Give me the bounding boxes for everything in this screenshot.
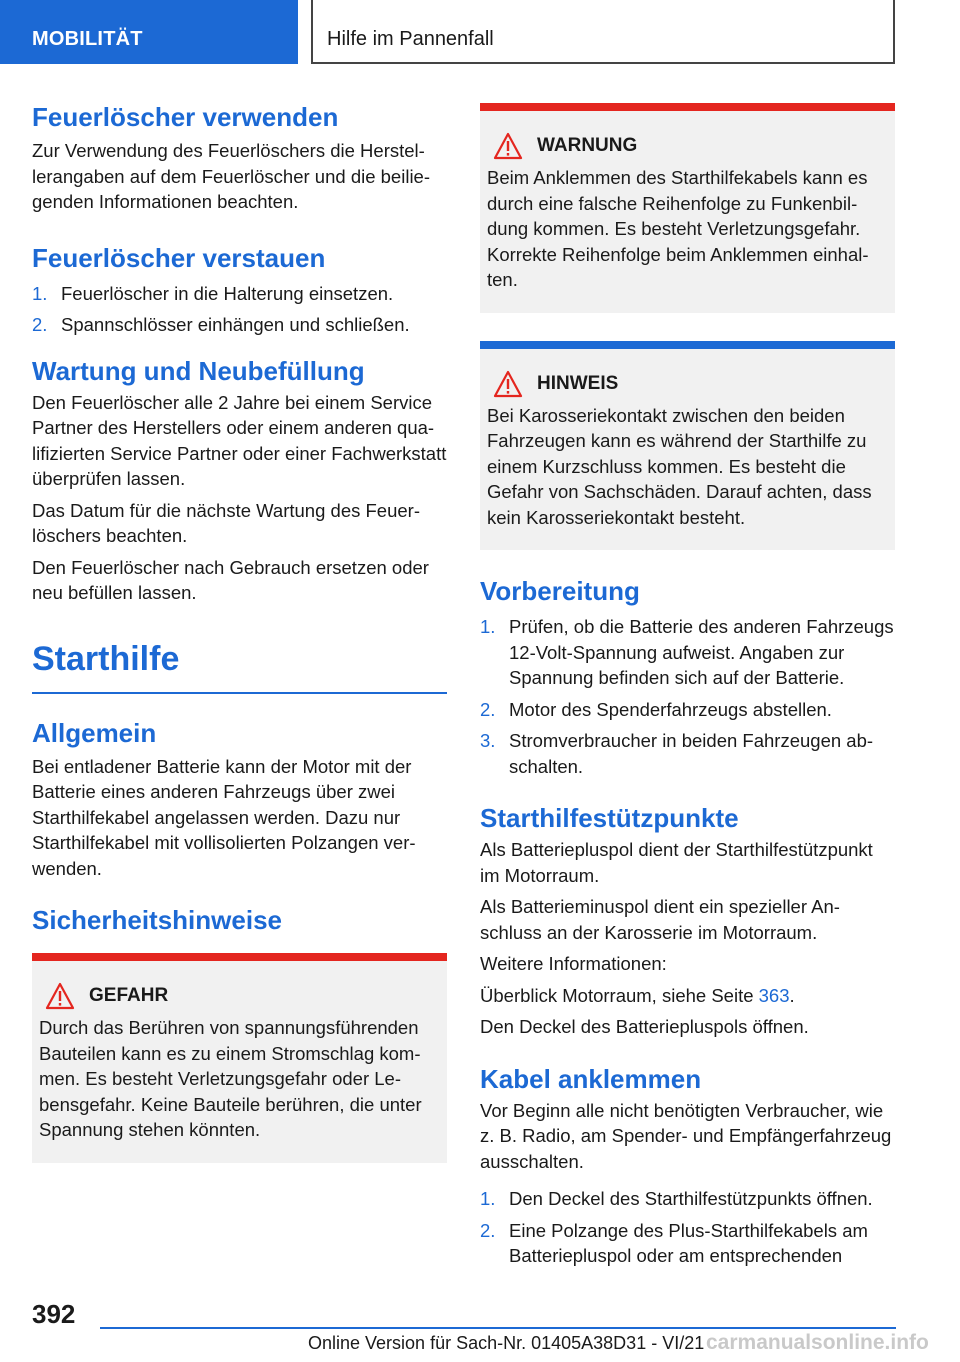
paragraph: Den Deckel des Batteriepluspols öffnen. xyxy=(480,1016,809,1037)
section-title-starthilfestuetzpunkte: Starthilfestützpunkte xyxy=(480,803,739,833)
step-text: Motor des Spenderfahrzeugs abstellen. xyxy=(509,698,832,720)
step-number: 1. xyxy=(480,1188,496,1209)
section-title-vorbereitung: Vorbereitung xyxy=(480,576,640,606)
paragraph: Als Batterieminuspol dient ein spezieller Anschluss an der Karosserie im Motorraum. xyxy=(480,896,840,943)
step-number: 1. xyxy=(32,282,48,304)
notice-box xyxy=(480,341,895,551)
warning-triangle-icon xyxy=(45,982,75,1010)
notice-title: HINWEIS xyxy=(537,372,619,394)
warning-box xyxy=(480,103,895,313)
paragraph: Den Feuerlöscher alle 2 Jahre bei einem Service Partner des Herstellers oder einem anderen qualifizierten Service Partner oder einer Fachwerkstatt überprüfen lassen. xyxy=(32,391,447,489)
paragraph-with-link xyxy=(480,983,895,1009)
header-subsection: Hilfe im Pannenfall xyxy=(311,0,895,64)
notice-header xyxy=(487,369,887,399)
step-number: 2. xyxy=(480,698,496,720)
list-item xyxy=(480,1186,895,1212)
paragraph: Den Feuerlöscher nach Gebrauch ersetzen oder neu befüllen lassen. xyxy=(32,556,429,603)
footer-text: Online Version für Sach-Nr. 01405A38D31 - VI/21 xyxy=(308,1333,705,1353)
list-item xyxy=(32,281,447,307)
steps-list xyxy=(480,1186,895,1269)
right-column xyxy=(480,103,895,1269)
notice-text: Bei Karosseriekontakt zwischen den beiden Fahrzeugen kann es während der Starthilfe zu einem Kurzschluss kommen. Es besteht die Gefahr von Sachschäden. Darauf achten, dass kein Karosseriekontakt besteht. xyxy=(487,404,872,528)
step-number: 2. xyxy=(32,314,48,335)
paragraph: Weitere Informationen: xyxy=(480,953,667,974)
danger-text: Durch das Berühren von spannungsführenden Bauteilen kann es zu einem Stromschlag kommen. Es besteht Verletzungsgefahr oder Lebensgefahr. Keine Bauteile berühren, die unter Spannung stehen könnten. xyxy=(39,1017,422,1140)
list-item xyxy=(480,614,895,691)
danger-header xyxy=(39,981,439,1011)
page-number: 392 xyxy=(32,1299,76,1329)
section-title-kabel-anklemmen: Kabel anklemmen xyxy=(480,1063,702,1094)
chapter-title: Starthilfe xyxy=(32,636,447,694)
step-text: Stromverbraucher in beiden Fahrzeugen abschalten. xyxy=(509,730,874,777)
warning-text: Beim Anklemmen des Starthilfekabels kann es durch eine falsche Reihenfolge zu Funkenbildung kommen. Es besteht Verletzungsgefahr. Korrekte Reihenfolge beim Anklemmen einhalten. xyxy=(487,167,869,290)
danger-title: GEFAHR xyxy=(89,985,169,1006)
paragraph: Vor Beginn alle nicht benötigten Verbraucher, wie z. B. Radio, am Spender- und Empfängerfahrzeug ausschalten. xyxy=(480,1099,892,1172)
step-number: 2. xyxy=(480,1219,496,1241)
list-item xyxy=(32,312,447,338)
warning-title: WARNUNG xyxy=(537,135,638,156)
step-number: 3. xyxy=(480,730,496,751)
footer-divider xyxy=(100,1327,896,1329)
section-title-allgemein: Allgemein xyxy=(32,717,157,748)
link-prefix: Überblick Motorraum, siehe Seite xyxy=(480,984,759,1006)
step-text: Den Deckel des Starthilfestützpunkts öffnen. xyxy=(509,1188,873,1209)
left-column xyxy=(32,100,447,1163)
section-title-wartung: Wartung und Neubefüllung xyxy=(32,355,365,386)
warning-triangle-icon xyxy=(493,370,523,398)
list-item xyxy=(480,728,895,779)
warning-header xyxy=(487,131,887,161)
watermark: carmanualsonline.info xyxy=(706,1331,929,1354)
link-suffix: . xyxy=(789,984,795,1006)
header-section: MOBILITÄT xyxy=(0,0,298,64)
danger-box xyxy=(32,953,447,1163)
steps-list xyxy=(480,614,895,779)
page-reference-link[interactable]: 363 xyxy=(758,984,790,1006)
list-item xyxy=(480,697,895,723)
step-number: 1. xyxy=(480,616,496,637)
paragraph: Als Batteriepluspol dient der Starthilfestützpunkt im Motorraum. xyxy=(480,839,873,886)
section-title-feuerloescher-verstauen: Feuerlöscher verstauen xyxy=(32,242,326,273)
section-title-feuerloescher-verwenden: Feuerlöscher verwenden xyxy=(32,102,339,132)
step-text: Spannschlösser einhängen und schließen. xyxy=(61,314,410,335)
paragraph: Zur Verwendung des Feuerlöschers die Herstellerangaben auf dem Feuerlöscher und die beiliegenden Informationen beachten. xyxy=(32,140,431,212)
paragraph: Das Datum für die nächste Wartung des Feuerlöschers beachten. xyxy=(32,499,420,546)
step-text: Feuerlöscher in die Halterung einsetzen. xyxy=(61,282,394,304)
list-item xyxy=(480,1218,895,1269)
step-text: Eine Polzange des Plus-Starthilfekabels am Batteriepluspol oder am entsprechenden xyxy=(509,1219,868,1266)
step-text: Prüfen, ob die Batterie des anderen Fahrzeugs 12-Volt-Spannung aufweist. Angaben zur Spannung befinden sich auf der Batterie. xyxy=(509,616,894,688)
section-title-sicherheitshinweise: Sicherheitshinweise xyxy=(32,905,282,935)
steps-list xyxy=(32,281,447,338)
warning-triangle-icon xyxy=(493,132,523,160)
paragraph: Bei entladener Batterie kann der Motor mit der Batterie eines anderen Fahrzeugs über zwei Starthilfekabel angelassen werden. Dazu nur Starthilfekabel mit vollisolierten Polzangen verwenden. xyxy=(32,755,416,879)
